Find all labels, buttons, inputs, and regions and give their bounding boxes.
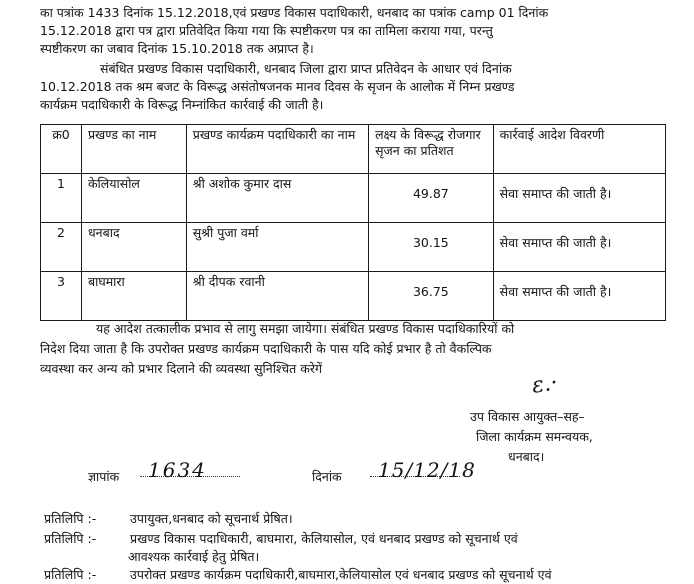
cell-block: केलियासोल: [81, 174, 186, 223]
copy-line-continuation: आवश्यक कार्रवाई हेतु प्रेषित।: [128, 549, 260, 564]
cell-action: सेवा समाप्त की जाती है।: [493, 272, 665, 321]
memo-number-label: ज्ञापांक: [88, 469, 120, 484]
table-row: [41, 174, 666, 223]
paragraph1-line2: 15.12.2018 द्वारा पत्र द्वारा प्रतिवेदित किया गया कि स्पष्टीकरण पत्र का तामिला कराया गया, परन्तु: [40, 23, 493, 38]
copy-text: उपरोक्त प्रखण्ड कार्यक्रम पदाधिकारी,बाघमारा,केलियासोल एवं धनबाद प्रखण्ड को सूचनार्थ एवं: [130, 567, 552, 582]
paragraph2-line1: संबंधित प्रखण्ड विकास पदाधिकारी, धनबाद जिला द्वारा प्राप्त प्रतिवेदन के आधार एवं दिनांक: [100, 61, 512, 76]
table-header-row: [41, 125, 666, 174]
cell-serial: 3: [41, 272, 82, 321]
cell-percent: 36.75: [369, 272, 494, 321]
memo-date-label: दिनांक: [312, 469, 342, 484]
header-serial: क्र0: [41, 125, 82, 174]
cell-officer: श्री दीपक रवानी: [186, 272, 368, 321]
paragraph3-line2: निदेश दिया जाता है कि उपरोक्त प्रखण्ड कार्यक्रम पदाधिकारी के पास यदि कोई प्रभार है तो वैकल्पिक: [40, 341, 492, 356]
copy-label: प्रतिलिपि :-: [44, 531, 97, 546]
paragraph1-line1: का पत्रांक 1433 दिनांक 15.12.2018,एवं प्रखण्ड विकास पदाधिकारी, धनबाद का पत्रांक camp 01 दिनांक: [40, 5, 549, 20]
paragraph3-line3: व्यवस्था कर अन्य को प्रभार दिलाने की व्यवस्था सुनिश्चित करेगें: [40, 361, 323, 376]
paragraph1-line3: स्पष्टीकरण का जबाव दिनांक 15.10.2018 तक अप्राप्त है।: [40, 41, 314, 56]
action-table: [40, 124, 666, 321]
header-percent: लक्ष्य के विरूद्ध रोजगार सृजन का प्रतिशत: [369, 125, 494, 174]
cell-serial: 2: [41, 223, 82, 272]
cell-officer: सुश्री पुजा वर्मा: [186, 223, 368, 272]
copy-line: [44, 530, 518, 548]
copy-line: [44, 566, 552, 584]
signatory-title-line3: धनबाद।: [508, 449, 545, 464]
copy-line: [44, 510, 293, 528]
cell-officer: श्री अशोक कुमार दास: [186, 174, 368, 223]
table-row: [41, 223, 666, 272]
cell-serial: 1: [41, 174, 82, 223]
header-block: प्रखण्ड का नाम: [81, 125, 186, 174]
header-officer: प्रखण्ड कार्यक्रम पदाधिकारी का नाम: [186, 125, 368, 174]
memo-date-handwritten: 15/12/18: [378, 458, 476, 482]
table-row: [41, 272, 666, 321]
cell-percent: 49.87: [369, 174, 494, 223]
copy-text: प्रखण्ड विकास पदाधिकारी, बाघमारा, केलियासोल, एवं धनबाद प्रखण्ड को सूचनार्थ एवं: [130, 531, 518, 546]
cell-block: बाघमारा: [81, 272, 186, 321]
paragraph2-line3: कार्यक्रम पदाधिकारी के विरूद्ध निम्नांकित कार्रवाई की जाती है।: [40, 97, 324, 112]
copy-label: प्रतिलिपि :-: [44, 567, 97, 582]
signatory-title-line1: उप विकास आयुक्त–सह–: [470, 409, 585, 424]
copy-text: उपायुक्त,धनबाद को सूचनार्थ प्रेषित।: [130, 511, 293, 526]
cell-action: सेवा समाप्त की जाती है।: [493, 223, 665, 272]
cell-percent: 30.15: [369, 223, 494, 272]
cell-block: धनबाद: [81, 223, 186, 272]
paragraph3-line1: यह आदेश तत्कालीक प्रभाव से लागु समझा जायेगा। संबंधित प्रखण्ड विकास पदाधिकारियों को: [96, 321, 515, 336]
memo-number-handwritten: 1634: [148, 458, 207, 482]
handwritten-signature: ε.·: [530, 370, 560, 399]
signatory-title-line2: जिला कार्यक्रम समन्वयक,: [476, 429, 593, 444]
cell-action: सेवा समाप्त की जाती है।: [493, 174, 665, 223]
header-action: कार्रवाई आदेश विवरणी: [493, 125, 665, 174]
paragraph2-line2: 10.12.2018 तक श्रम बजट के विरूद्ध असंतोषजनक मानव दिवस के सृजन के आलोक में निम्न प्रखण्ड: [40, 79, 515, 94]
copy-label: प्रतिलिपि :-: [44, 511, 97, 526]
